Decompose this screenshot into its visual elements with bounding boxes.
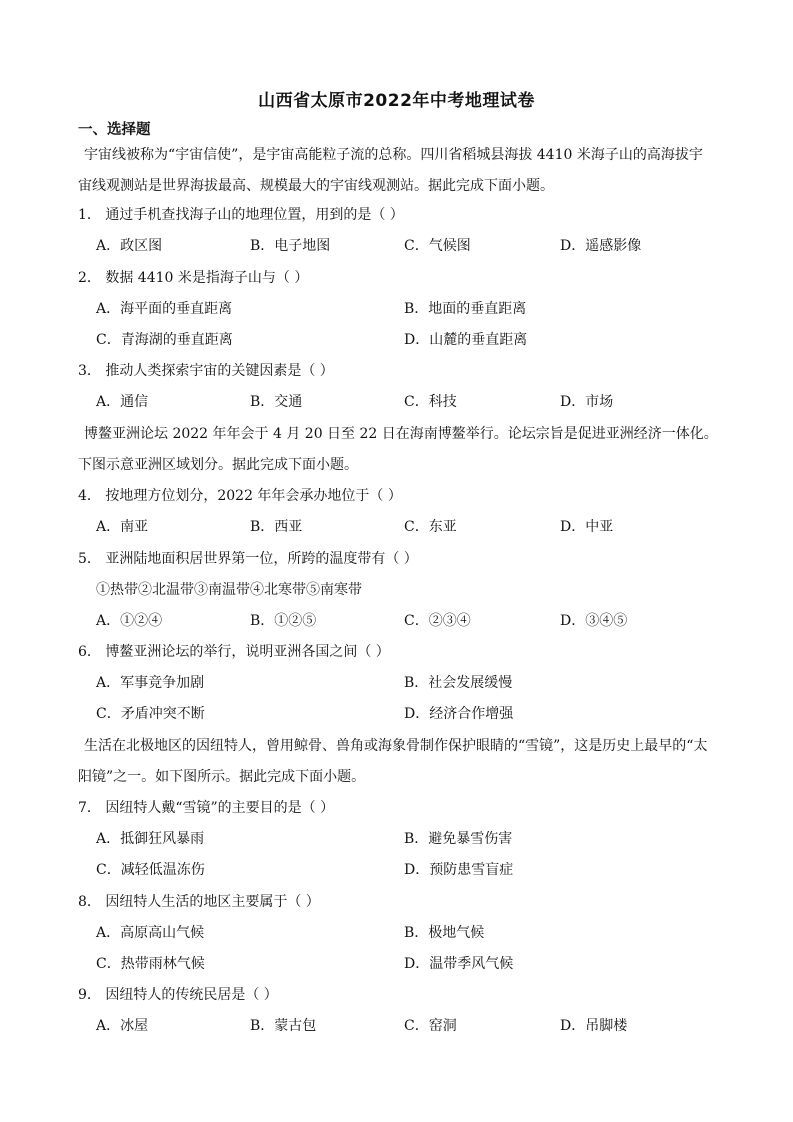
question-1-stem: 1． 通过手机查找海子山的地理位置，用到的是（ ） [78, 207, 404, 223]
intro-paragraph-line: 下图示意亚洲区域划分。据此完成下面小题。 [78, 457, 358, 473]
question-6-option-a[interactable]: A．军事竞争加剧 [96, 675, 205, 691]
intro-paragraph-line: 阳镜”之一。如下图所示。据此完成下面小题。 [78, 769, 366, 785]
section-heading: 一、选择题 [78, 122, 151, 138]
question-3-option-c[interactable]: C．科技 [404, 394, 457, 410]
question-4-option-c[interactable]: C．东亚 [404, 519, 457, 535]
question-7-option-b[interactable]: B．避免暴雪伤害 [404, 831, 513, 847]
question-7-stem: 7． 因纽特人戴“雪镜”的主要目的是（ ） [78, 800, 335, 816]
question-6-option-d[interactable]: D．经济合作增强 [404, 706, 514, 722]
question-8-option-c[interactable]: C．热带雨林气候 [96, 956, 205, 972]
question-9-option-c[interactable]: C．窑洞 [404, 1018, 457, 1034]
question-5-option-b[interactable]: B．①②⑤ [250, 613, 317, 629]
question-9-option-a[interactable]: A．冰屋 [96, 1018, 149, 1034]
question-5-option-c[interactable]: C．②③④ [404, 613, 471, 629]
question-6-option-b[interactable]: B．社会发展缓慢 [404, 675, 513, 691]
question-2-option-d[interactable]: D．山麓的垂直距离 [404, 332, 528, 348]
question-8-option-b[interactable]: B．极地气候 [404, 925, 485, 941]
question-3-option-a[interactable]: A．通信 [96, 394, 149, 410]
question-5-option-a[interactable]: A．①②④ [96, 613, 163, 629]
question-5-stem: 5． 亚洲陆地面积居世界第一位，所跨的温度带有（ ） [78, 551, 418, 567]
question-9-option-d[interactable]: D．吊脚楼 [560, 1018, 628, 1034]
question-6-option-c[interactable]: C．矛盾冲突不断 [96, 706, 205, 722]
question-1-option-b[interactable]: B．电子地图 [250, 238, 331, 254]
question-3-option-d[interactable]: D．市场 [560, 394, 614, 410]
question-3-stem: 3． 推动人类探索宇宙的关键因素是（ ） [78, 363, 334, 379]
question-1-option-c[interactable]: C．气候图 [404, 238, 471, 254]
intro-paragraph-line: 生活在北极地区的因纽特人，曾用鲸骨、兽角或海象骨制作保护眼睛的“雪镜”，这是历史上最早的“太 [84, 738, 708, 754]
question-5-choice-list: ①热带②北温带③南温带④北寒带⑤南寒带 [96, 582, 362, 598]
question-4-stem: 4． 按地理方位划分，2022 年年会承办地位于（ ） [78, 488, 402, 504]
question-8-option-d[interactable]: D．温带季风气候 [404, 956, 514, 972]
question-1-option-a[interactable]: A．政区图 [96, 238, 163, 254]
question-2-option-c[interactable]: C．青海湖的垂直距离 [96, 332, 233, 348]
question-5-option-d[interactable]: D．③④⑤ [560, 613, 628, 629]
question-4-option-b[interactable]: B．西亚 [250, 519, 303, 535]
question-2-option-a[interactable]: A．海平面的垂直距离 [96, 301, 233, 317]
question-9-stem: 9． 因纽特人的传统民居是（ ） [78, 987, 278, 1003]
question-4-option-a[interactable]: A．南亚 [96, 519, 149, 535]
question-7-option-d[interactable]: D．预防患雪盲症 [404, 862, 514, 878]
question-1-option-d[interactable]: D．遥感影像 [560, 238, 642, 254]
question-7-option-c[interactable]: C．减轻低温冻伤 [96, 862, 205, 878]
intro-paragraph-line: 宙线观测站是世界海拔最高、规模最大的宇宙线观测站。据此完成下面小题。 [78, 178, 554, 194]
question-6-stem: 6． 博鳌亚洲论坛的举行，说明亚洲各国之间（ ） [78, 644, 390, 660]
question-3-option-b[interactable]: B．交通 [250, 394, 303, 410]
page-title: 山西省太原市2022年中考地理试卷 [258, 91, 535, 111]
question-2-option-b[interactable]: B．地面的垂直距离 [404, 301, 527, 317]
question-8-stem: 8． 因纽特人生活的地区主要属于（ ） [78, 894, 320, 910]
question-2-stem: 2． 数据 4410 米是指海子山与（ ） [78, 270, 309, 286]
intro-paragraph-line: 博鳌亚洲论坛 2022 年年会于 4 月 20 日至 22 日在海南博鳌举行。论坛宗旨是促进亚洲经济一体化。 [84, 426, 718, 442]
question-4-option-d[interactable]: D．中亚 [560, 519, 614, 535]
question-8-option-a[interactable]: A．高原高山气候 [96, 925, 205, 941]
question-9-option-b[interactable]: B．蒙古包 [250, 1018, 317, 1034]
intro-paragraph-line: 宇宙线被称为“宇宙信使”，是宇宙高能粒子流的总称。四川省稻城县海拔 4410 米海子山的高海拔宇 [84, 147, 703, 163]
question-7-option-a[interactable]: A．抵御狂风暴雨 [96, 831, 205, 847]
